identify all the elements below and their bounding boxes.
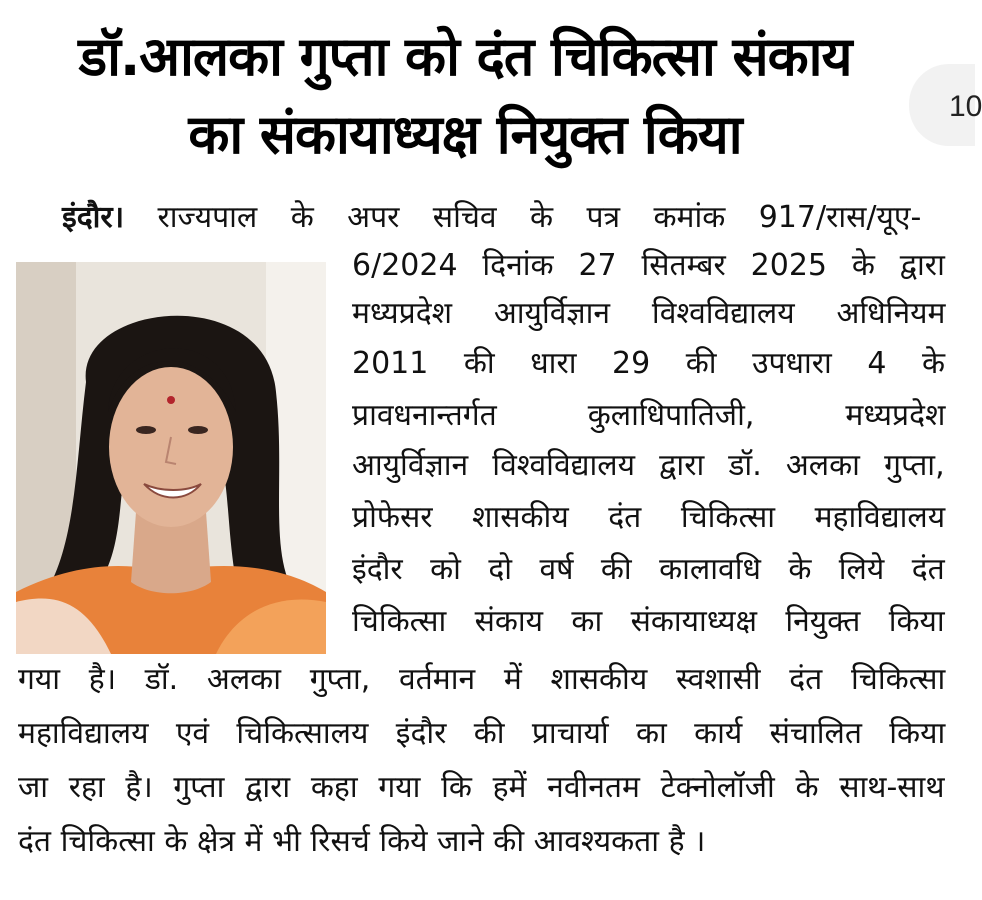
- body-line: मध्यप्रदेश आयुर्विज्ञान विश्वविद्यालय अधिनियम: [352, 296, 946, 331]
- body-line: 6/2024 दिनांक 27 सितम्बर 2025 के द्वारा: [352, 248, 945, 283]
- article-first-line: [62, 194, 921, 242]
- body-line: इंदौर को दो वर्ष की कालावधि के लिये दंत: [352, 552, 945, 587]
- body-line: चिकित्सा संकाय का संकायाध्यक्ष नियुक्त किया: [352, 604, 945, 639]
- body-line: 2011 की धारा 29 की उपधारा 4 के: [352, 346, 946, 381]
- body-line: दंत चिकित्सा के क्षेत्र में भी रिसर्च किये जाने की आवश्यकता है ।: [18, 824, 706, 859]
- headline-line-2: का संकायाध्यक्ष नियुक्त किया: [188, 103, 742, 166]
- body-line: महाविद्यालय एवं चिकित्सालय इंदौर की प्राचार्या का कार्य संचालित किया: [18, 716, 946, 751]
- page-number: 10: [949, 90, 982, 123]
- body-line: गया है। डॉ. अलका गुप्ता, वर्तमान में शासकीय स्वशासी दंत चिकित्सा: [18, 662, 946, 697]
- headline-line-1: डॉ.आलका गुप्ता को दंत चिकित्सा संकाय: [78, 25, 852, 88]
- body-line: प्रोफेसर शासकीय दंत चिकित्सा महाविद्यालय: [352, 500, 946, 535]
- body-line: जा रहा है। गुप्ता द्वारा कहा गया कि हमें नवीनतम टेक्नोलॉजी के साथ-साथ: [18, 770, 945, 805]
- dateline: इंदौर।: [62, 200, 125, 235]
- headline: [0, 18, 930, 174]
- body-line: राज्यपाल के अपर सचिव के पत्र कमांक 917/रास/यूए-: [157, 200, 922, 235]
- body-line: प्रावधनान्तर्गत कुलाधिपातिजी, मध्यप्रदेश: [352, 398, 946, 433]
- portrait-photo: [16, 262, 326, 654]
- body-line: आयुर्विज्ञान विश्वविद्यालय द्वारा डॉ. अलका गुप्ता,: [352, 448, 945, 483]
